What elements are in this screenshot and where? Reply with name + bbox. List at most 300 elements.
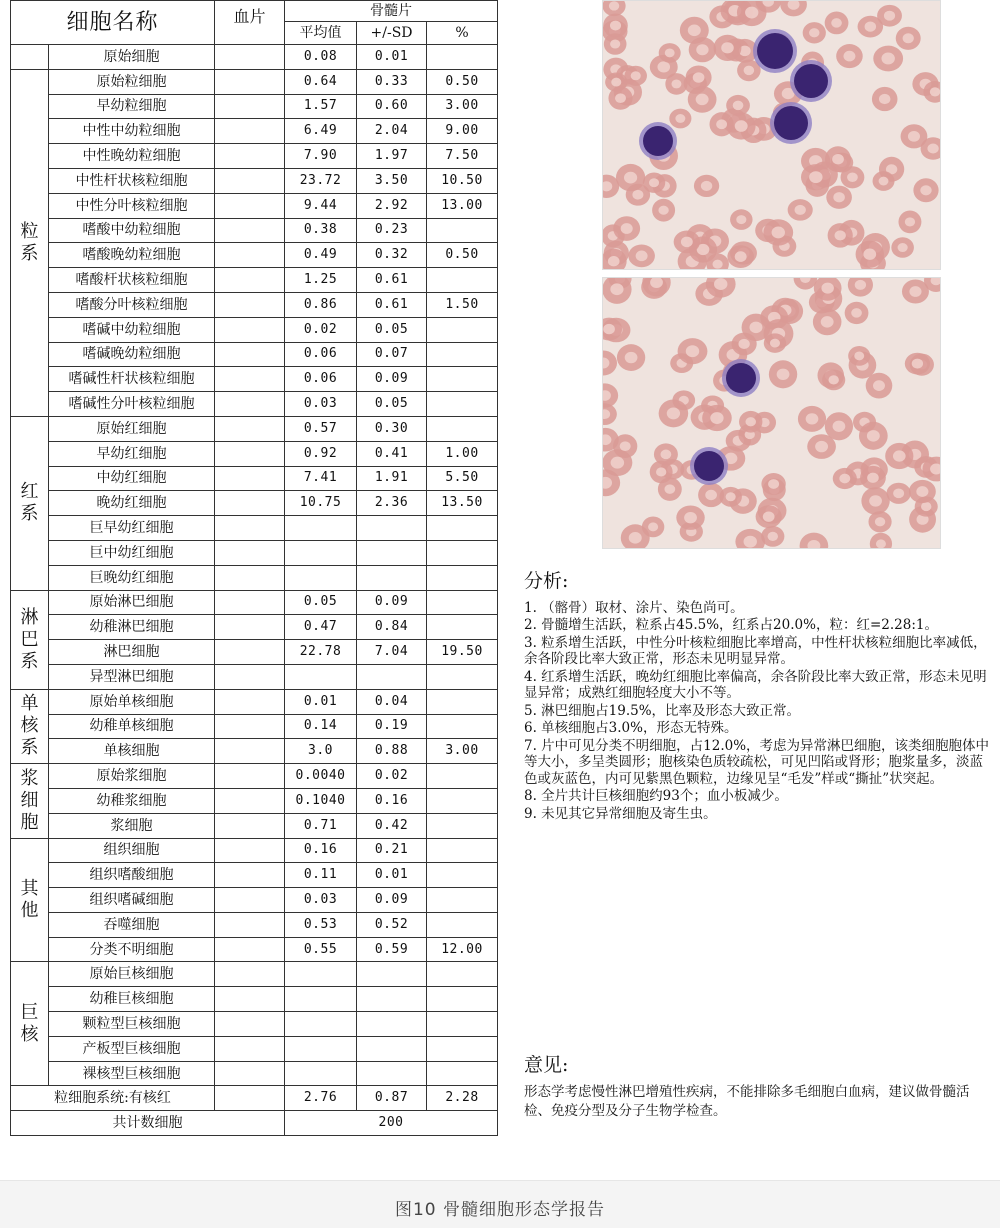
red-blood-cell bbox=[886, 483, 910, 504]
percent-value: 13.00 bbox=[427, 193, 498, 218]
sd-value: 0.09 bbox=[357, 367, 427, 392]
cell-name: 嗜酸晚幼粒细胞 bbox=[49, 243, 215, 268]
ratio-label: 粒细胞系统:有核红 bbox=[11, 1086, 215, 1111]
red-blood-cell bbox=[628, 244, 655, 267]
mean-value: 7.90 bbox=[285, 144, 357, 169]
table-row bbox=[11, 640, 498, 665]
sd-value: 7.04 bbox=[357, 640, 427, 665]
red-blood-cell bbox=[822, 369, 845, 390]
blood-value bbox=[215, 987, 285, 1012]
percent-value bbox=[427, 838, 498, 863]
red-blood-cell bbox=[905, 353, 930, 375]
red-blood-cell bbox=[617, 344, 645, 371]
blood-value bbox=[215, 1061, 285, 1086]
table-row bbox=[11, 888, 498, 913]
cell-name: 幼稚巨核细胞 bbox=[49, 987, 215, 1012]
sd-value: 0.88 bbox=[357, 739, 427, 764]
sd-value: 0.07 bbox=[357, 342, 427, 367]
cell-name: 嗜碱晚幼粒细胞 bbox=[49, 342, 215, 367]
red-blood-cell bbox=[764, 333, 786, 352]
red-blood-cell bbox=[860, 466, 886, 490]
cell-name: 组织嗜碱细胞 bbox=[49, 888, 215, 913]
red-blood-cell bbox=[616, 164, 645, 191]
cell-name: 幼稚浆细胞 bbox=[49, 788, 215, 813]
blood-value bbox=[215, 565, 285, 590]
cell-name: 原始细胞 bbox=[49, 45, 215, 70]
cell-name: 组织细胞 bbox=[49, 838, 215, 863]
total-label: 共计数细胞 bbox=[11, 1111, 285, 1136]
red-blood-cell bbox=[833, 468, 857, 489]
sd-value bbox=[357, 987, 427, 1012]
mean-value: 1.57 bbox=[285, 94, 357, 119]
red-blood-cell bbox=[826, 186, 852, 209]
sd-value: 0.23 bbox=[357, 218, 427, 243]
mean-value: 0.0040 bbox=[285, 764, 357, 789]
percent-value bbox=[427, 218, 498, 243]
percent-value bbox=[427, 45, 498, 70]
cell-name: 原始红细胞 bbox=[49, 416, 215, 441]
table-row bbox=[11, 441, 498, 466]
red-blood-cell bbox=[665, 73, 687, 95]
header-mean: 平均值 bbox=[285, 22, 357, 45]
opinion-title: 意见: bbox=[524, 1054, 569, 1076]
mean-value bbox=[285, 987, 357, 1012]
red-blood-cell bbox=[650, 461, 673, 484]
cell-name: 原始粒细胞 bbox=[49, 69, 215, 94]
red-blood-cell bbox=[727, 245, 754, 268]
table-row bbox=[11, 664, 498, 689]
mean-value: 23.72 bbox=[285, 168, 357, 193]
blood-value bbox=[215, 739, 285, 764]
red-blood-cell bbox=[726, 95, 750, 116]
red-blood-cell bbox=[877, 5, 902, 27]
blood-value bbox=[215, 714, 285, 739]
red-blood-cell bbox=[761, 473, 785, 495]
red-blood-cell bbox=[848, 346, 870, 366]
table-row bbox=[11, 466, 498, 491]
red-blood-cell bbox=[803, 22, 826, 43]
ratio-row bbox=[11, 1086, 498, 1111]
red-blood-cell bbox=[872, 87, 898, 111]
lymphocyte bbox=[690, 447, 728, 485]
blood-value bbox=[215, 45, 285, 70]
percent-value bbox=[427, 367, 498, 392]
mean-value: 0.08 bbox=[285, 45, 357, 70]
blood-value bbox=[215, 863, 285, 888]
table-row bbox=[11, 193, 498, 218]
sd-value: 0.61 bbox=[357, 292, 427, 317]
percent-value bbox=[427, 590, 498, 615]
red-blood-cell bbox=[688, 86, 717, 113]
percent-value: 0.50 bbox=[427, 69, 498, 94]
mean-value: 0.14 bbox=[285, 714, 357, 739]
sd-value bbox=[357, 565, 427, 590]
cell-name: 嗜碱性分叶核粒细胞 bbox=[49, 392, 215, 417]
table-row bbox=[11, 739, 498, 764]
group-label-text: 其他 bbox=[20, 877, 39, 921]
group-label bbox=[11, 962, 49, 1086]
table-row bbox=[11, 416, 498, 441]
percent-value bbox=[427, 888, 498, 913]
group-label bbox=[11, 416, 49, 590]
mean-value: 0.16 bbox=[285, 838, 357, 863]
cell-name: 浆细胞 bbox=[49, 813, 215, 838]
sd-value bbox=[357, 540, 427, 565]
mean-value: 0.55 bbox=[285, 937, 357, 962]
blood-value bbox=[215, 664, 285, 689]
analysis-item: 4. 红系增生活跃，晚幼红细胞比率偏高，余各阶段比率大致正常，形态未见明显异常；成熟红细胞轻度大小不等。 bbox=[524, 668, 987, 701]
percent-value bbox=[427, 689, 498, 714]
mean-value: 0.64 bbox=[285, 69, 357, 94]
table-row bbox=[11, 392, 498, 417]
table-row bbox=[11, 367, 498, 392]
ratio-percent: 2.28 bbox=[427, 1086, 498, 1111]
red-blood-cell bbox=[694, 175, 719, 197]
table-row bbox=[11, 218, 498, 243]
mean-value bbox=[285, 1061, 357, 1086]
blood-value bbox=[215, 441, 285, 466]
sd-value: 0.01 bbox=[357, 45, 427, 70]
mean-value: 0.01 bbox=[285, 689, 357, 714]
table-row bbox=[11, 863, 498, 888]
ratio-mean: 2.76 bbox=[285, 1086, 357, 1111]
sd-value: 0.41 bbox=[357, 441, 427, 466]
table-row bbox=[11, 590, 498, 615]
analysis-item: 1. （髂骨）取材、涂片、染色尚可。 bbox=[524, 599, 744, 616]
percent-value: 3.00 bbox=[427, 94, 498, 119]
blood-value bbox=[215, 392, 285, 417]
red-blood-cell bbox=[676, 505, 704, 529]
red-blood-cell bbox=[868, 511, 891, 532]
table-row bbox=[11, 689, 498, 714]
table-row bbox=[11, 168, 498, 193]
blood-value bbox=[215, 764, 285, 789]
sd-value: 0.61 bbox=[357, 268, 427, 293]
red-blood-cell bbox=[873, 46, 903, 72]
analysis-item: 2. 骨髓增生活跃，粒系占45.5%，红系占20.0%，粒：红=2.28:1。 bbox=[524, 617, 938, 633]
percent-value bbox=[427, 788, 498, 813]
header-percent: % bbox=[427, 22, 498, 45]
red-blood-cell bbox=[788, 199, 813, 220]
cell-name: 分类不明细胞 bbox=[49, 937, 215, 962]
cell-name: 幼稚淋巴细胞 bbox=[49, 615, 215, 640]
percent-value bbox=[427, 962, 498, 987]
red-blood-cell bbox=[866, 373, 893, 399]
percent-value bbox=[427, 392, 498, 417]
table-row bbox=[11, 268, 498, 293]
sd-value: 0.30 bbox=[357, 416, 427, 441]
blood-value bbox=[215, 788, 285, 813]
red-blood-cell bbox=[739, 411, 762, 433]
table-row bbox=[11, 292, 498, 317]
group-label-text: 浆细胞 bbox=[20, 767, 39, 833]
red-blood-cell bbox=[674, 231, 700, 254]
sd-value: 0.05 bbox=[357, 317, 427, 342]
table-row bbox=[11, 565, 498, 590]
blood-value bbox=[215, 94, 285, 119]
mean-value: 0.38 bbox=[285, 218, 357, 243]
blood-value bbox=[215, 69, 285, 94]
blood-value bbox=[215, 416, 285, 441]
percent-value: 1.00 bbox=[427, 441, 498, 466]
blood-value bbox=[215, 912, 285, 937]
mean-value: 0.11 bbox=[285, 863, 357, 888]
red-blood-cell bbox=[624, 66, 647, 86]
mean-value: 0.06 bbox=[285, 342, 357, 367]
micrograph-top bbox=[602, 0, 941, 270]
cell-name: 淋巴细胞 bbox=[49, 640, 215, 665]
sd-value bbox=[357, 664, 427, 689]
sd-value: 2.36 bbox=[357, 491, 427, 516]
lymphocyte bbox=[753, 29, 797, 73]
blood-value bbox=[215, 218, 285, 243]
red-blood-cell bbox=[861, 487, 889, 514]
red-blood-cell bbox=[828, 223, 853, 247]
table-row bbox=[11, 962, 498, 987]
red-blood-cell bbox=[642, 516, 664, 537]
table-row bbox=[11, 615, 498, 640]
cell-name: 产板型巨核细胞 bbox=[49, 1036, 215, 1061]
table-row bbox=[11, 243, 498, 268]
blood-value bbox=[215, 317, 285, 342]
cell-name: 组织嗜酸细胞 bbox=[49, 863, 215, 888]
sd-value: 2.92 bbox=[357, 193, 427, 218]
caption-bar bbox=[0, 1180, 1000, 1228]
red-blood-cell bbox=[841, 166, 865, 188]
cell-name: 晚幼红细胞 bbox=[49, 491, 215, 516]
group-label-text: 粒系 bbox=[20, 220, 39, 264]
lymphocyte bbox=[770, 102, 812, 144]
red-blood-cell bbox=[913, 178, 938, 202]
red-blood-cell bbox=[702, 405, 732, 431]
group-label bbox=[11, 764, 49, 838]
red-blood-cell bbox=[769, 360, 797, 388]
percent-value bbox=[427, 416, 498, 441]
mean-value: 0.49 bbox=[285, 243, 357, 268]
blood-value bbox=[215, 268, 285, 293]
percent-value bbox=[427, 1061, 498, 1086]
cell-name: 嗜酸杆状核粒细胞 bbox=[49, 268, 215, 293]
red-blood-cell bbox=[891, 237, 914, 258]
cell-name: 中性杆状核粒细胞 bbox=[49, 168, 215, 193]
percent-value bbox=[427, 565, 498, 590]
percent-value bbox=[427, 1036, 498, 1061]
percent-value bbox=[427, 664, 498, 689]
sd-value: 0.01 bbox=[357, 863, 427, 888]
mean-value bbox=[285, 540, 357, 565]
group-label-text: 单核系 bbox=[20, 693, 39, 759]
mean-value: 0.47 bbox=[285, 615, 357, 640]
percent-value bbox=[427, 912, 498, 937]
ratio-sd: 0.87 bbox=[357, 1086, 427, 1111]
red-blood-cell bbox=[659, 399, 689, 427]
sd-value: 0.84 bbox=[357, 615, 427, 640]
percent-value: 0.50 bbox=[427, 243, 498, 268]
blood-value bbox=[215, 119, 285, 144]
blood-value bbox=[215, 689, 285, 714]
percent-value: 9.00 bbox=[427, 119, 498, 144]
sd-value: 0.02 bbox=[357, 764, 427, 789]
mean-value: 22.78 bbox=[285, 640, 357, 665]
sd-value: 0.09 bbox=[357, 888, 427, 913]
table-row bbox=[11, 144, 498, 169]
percent-value: 12.00 bbox=[427, 937, 498, 962]
blood-value bbox=[215, 292, 285, 317]
table-row bbox=[11, 45, 498, 70]
analysis-item: 6. 单核细胞占3.0%，形态无特殊。 bbox=[524, 720, 738, 736]
cell-name: 原始浆细胞 bbox=[49, 764, 215, 789]
mean-value: 0.86 bbox=[285, 292, 357, 317]
red-blood-cell bbox=[719, 487, 741, 507]
header-sd: +/-SD bbox=[357, 22, 427, 45]
red-blood-cell bbox=[730, 209, 752, 230]
mean-value: 0.05 bbox=[285, 590, 357, 615]
blood-value bbox=[215, 144, 285, 169]
percent-value bbox=[427, 714, 498, 739]
percent-value bbox=[427, 813, 498, 838]
blood-value bbox=[215, 193, 285, 218]
red-blood-cell bbox=[680, 17, 709, 44]
percent-value: 5.50 bbox=[427, 466, 498, 491]
mean-value: 0.03 bbox=[285, 888, 357, 913]
cell-name: 吞噬细胞 bbox=[49, 912, 215, 937]
cell-name: 巨晚幼红细胞 bbox=[49, 565, 215, 590]
blood-value bbox=[215, 491, 285, 516]
red-blood-cell bbox=[763, 219, 793, 245]
percent-value bbox=[427, 317, 498, 342]
cell-name: 异型淋巴细胞 bbox=[49, 664, 215, 689]
lymphocyte bbox=[722, 359, 760, 397]
blood-value bbox=[215, 962, 285, 987]
cell-name: 中幼红细胞 bbox=[49, 466, 215, 491]
table-row bbox=[11, 69, 498, 94]
table-row bbox=[11, 937, 498, 962]
cell-name: 幼稚单核细胞 bbox=[49, 714, 215, 739]
percent-value: 19.50 bbox=[427, 640, 498, 665]
percent-value: 3.00 bbox=[427, 739, 498, 764]
sd-value: 0.52 bbox=[357, 912, 427, 937]
mean-value bbox=[285, 516, 357, 541]
analysis-item: 5. 淋巴细胞占19.5%，比率及形态大致正常。 bbox=[524, 702, 801, 719]
red-blood-cell bbox=[727, 112, 756, 139]
blood-value bbox=[215, 367, 285, 392]
group-label-text: 淋巴系 bbox=[20, 606, 39, 672]
percent-value bbox=[427, 342, 498, 367]
mean-value: 0.03 bbox=[285, 392, 357, 417]
cell-name: 巨中幼红细胞 bbox=[49, 540, 215, 565]
mean-value: 0.57 bbox=[285, 416, 357, 441]
percent-value bbox=[427, 863, 498, 888]
red-blood-cell bbox=[613, 434, 637, 458]
percent-value bbox=[427, 540, 498, 565]
red-blood-cell bbox=[856, 241, 884, 268]
cell-name: 嗜酸分叶核粒细胞 bbox=[49, 292, 215, 317]
sd-value: 2.04 bbox=[357, 119, 427, 144]
group-label bbox=[11, 69, 49, 416]
red-blood-cell bbox=[825, 412, 853, 440]
header-blood-smear: 血片 bbox=[215, 1, 285, 45]
mean-value: 10.75 bbox=[285, 491, 357, 516]
ratio-blood-value bbox=[215, 1086, 285, 1111]
red-blood-cell bbox=[613, 216, 640, 241]
group-label bbox=[11, 45, 49, 70]
blood-value bbox=[215, 243, 285, 268]
mean-value: 0.06 bbox=[285, 367, 357, 392]
red-blood-cell bbox=[813, 309, 842, 336]
sd-value bbox=[357, 962, 427, 987]
blood-value bbox=[215, 888, 285, 913]
analysis-item: 9. 未见其它异常细胞及寄生虫。 bbox=[524, 805, 717, 822]
blood-value bbox=[215, 466, 285, 491]
sd-value bbox=[357, 1036, 427, 1061]
blood-value bbox=[215, 1012, 285, 1037]
sd-value: 3.50 bbox=[357, 168, 427, 193]
blood-value bbox=[215, 640, 285, 665]
red-blood-cell bbox=[885, 443, 913, 469]
red-blood-cell bbox=[678, 338, 708, 364]
group-label bbox=[11, 590, 49, 689]
group-label-text: 红系 bbox=[20, 481, 39, 525]
sd-value: 0.04 bbox=[357, 689, 427, 714]
group-label bbox=[11, 689, 49, 763]
mean-value: 0.02 bbox=[285, 317, 357, 342]
cell-name: 单核细胞 bbox=[49, 739, 215, 764]
cell-name: 颗粒型巨核细胞 bbox=[49, 1012, 215, 1037]
cell-name: 裸核型巨核细胞 bbox=[49, 1061, 215, 1086]
cell-name: 原始淋巴细胞 bbox=[49, 590, 215, 615]
micrograph-bottom bbox=[602, 277, 941, 549]
table-row bbox=[11, 813, 498, 838]
marrow-report-table bbox=[10, 0, 498, 1136]
table-row bbox=[11, 540, 498, 565]
mean-value bbox=[285, 664, 357, 689]
sd-value bbox=[357, 1061, 427, 1086]
group-label bbox=[11, 838, 49, 962]
red-blood-cell bbox=[608, 87, 632, 110]
red-blood-cell bbox=[859, 422, 888, 450]
blood-value bbox=[215, 838, 285, 863]
table-row bbox=[11, 516, 498, 541]
table-row bbox=[11, 912, 498, 937]
blood-value bbox=[215, 540, 285, 565]
sd-value: 1.97 bbox=[357, 144, 427, 169]
table-row bbox=[11, 94, 498, 119]
percent-value: 7.50 bbox=[427, 144, 498, 169]
analysis-item: 7. 片中可见分类不明细胞，占12.0%，考虑为异常淋巴细胞，该类细胞胞体中等大小，多呈类圆形；胞核染色质较疏松，可见凹陷或肾形；胞浆量多，淡蓝色或灰蓝色，内可见紫黑色颗粒，边缘见呈“毛发”样或“撕扯”状突起。 bbox=[524, 737, 990, 787]
sd-value bbox=[357, 516, 427, 541]
figure-caption: 图10 骨髓细胞形态学报告 bbox=[394, 1200, 606, 1220]
percent-value: 13.50 bbox=[427, 491, 498, 516]
percent-value bbox=[427, 1012, 498, 1037]
mean-value: 0.53 bbox=[285, 912, 357, 937]
red-blood-cell bbox=[896, 27, 921, 50]
table-row bbox=[11, 1061, 498, 1086]
sd-value: 0.05 bbox=[357, 392, 427, 417]
table-row bbox=[11, 764, 498, 789]
sd-value: 0.19 bbox=[357, 714, 427, 739]
mean-value: 9.44 bbox=[285, 193, 357, 218]
mean-value bbox=[285, 962, 357, 987]
mean-value bbox=[285, 1036, 357, 1061]
table-row bbox=[11, 491, 498, 516]
sd-value: 0.42 bbox=[357, 813, 427, 838]
cell-name: 中性分叶核粒细胞 bbox=[49, 193, 215, 218]
mean-value bbox=[285, 565, 357, 590]
sd-value: 0.32 bbox=[357, 243, 427, 268]
cell-name: 嗜碱中幼粒细胞 bbox=[49, 317, 215, 342]
blood-value bbox=[215, 1036, 285, 1061]
cell-name: 原始巨核细胞 bbox=[49, 962, 215, 987]
